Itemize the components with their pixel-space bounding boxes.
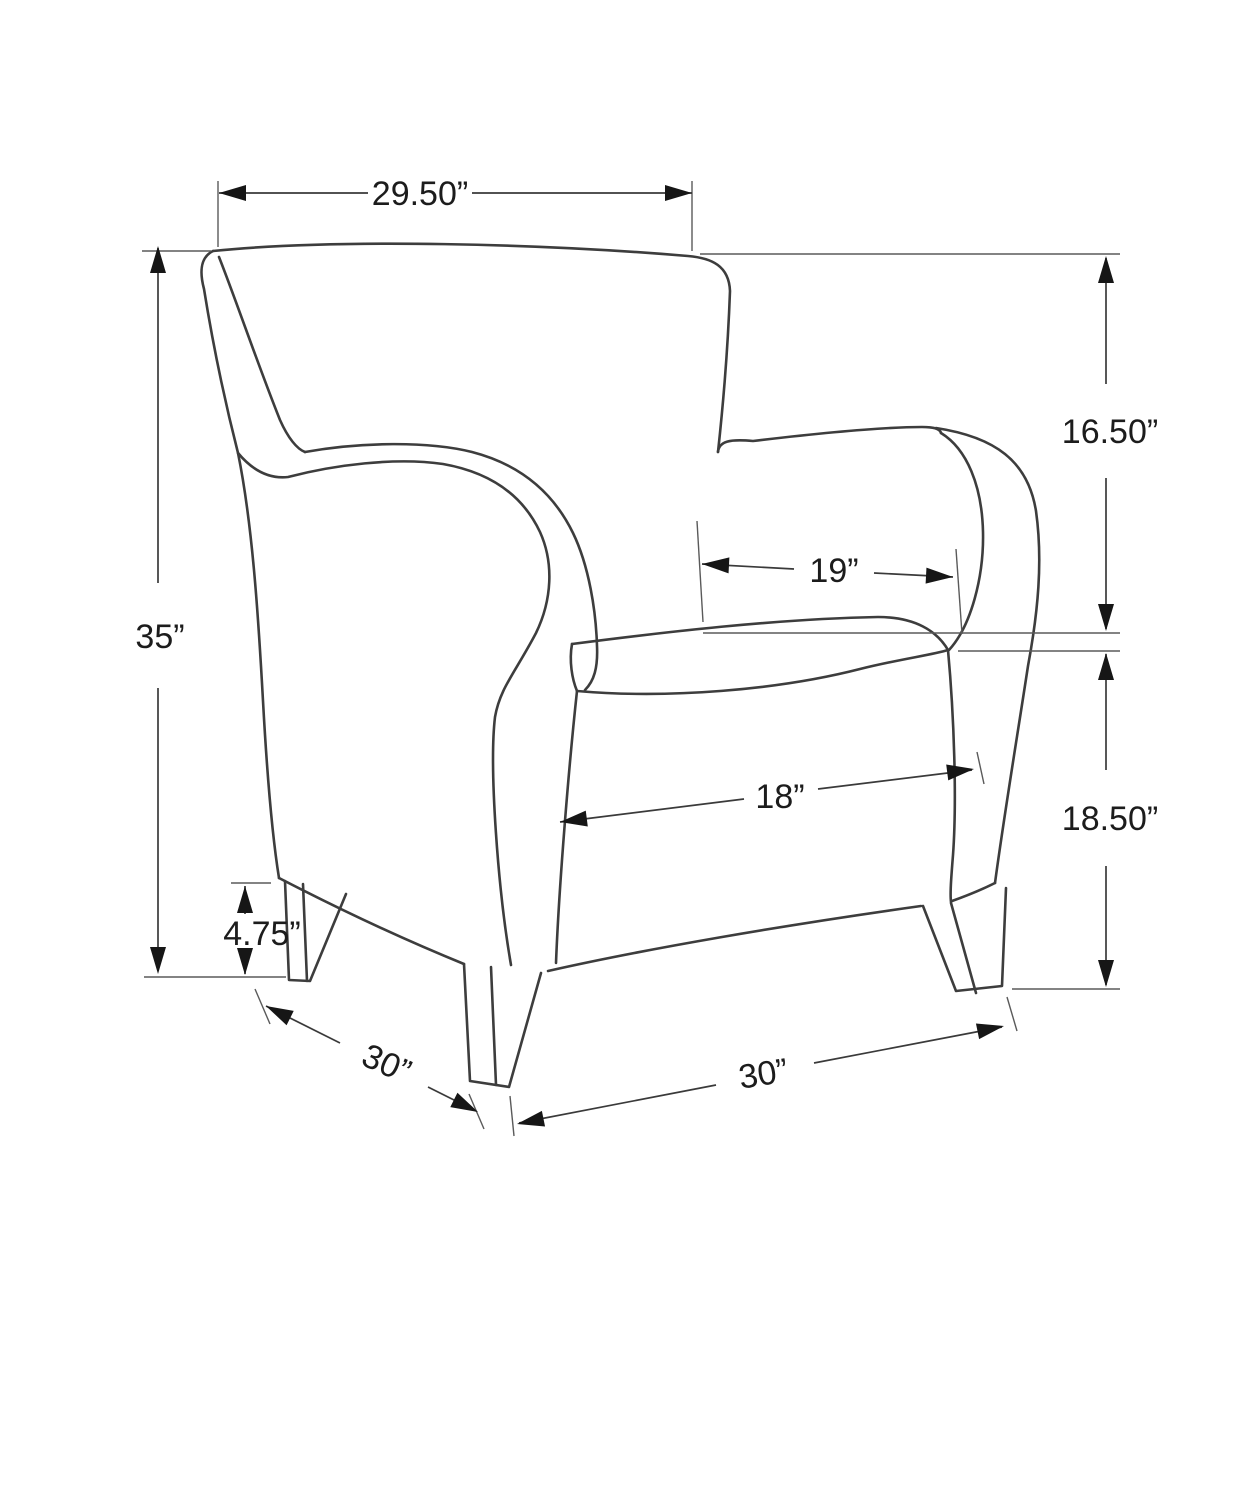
- arrow-right-icon: [665, 185, 692, 201]
- seat-front-edge: [577, 650, 948, 694]
- arrow-down-icon: [1098, 604, 1114, 631]
- arrow-down-icon: [150, 947, 166, 974]
- extension-tick: [697, 521, 703, 622]
- dimension-line: [519, 1085, 716, 1123]
- dimension-line: [814, 1027, 1002, 1063]
- extension-tick: [510, 1096, 514, 1136]
- dimension-label-overall-width: 29.50”: [371, 175, 469, 213]
- chair-back-top-edge: [213, 244, 730, 452]
- seat-left-end: [571, 644, 577, 691]
- arrow-down-icon: [1098, 960, 1114, 987]
- front-leg: [464, 964, 541, 1087]
- dimension-depth-side: [255, 989, 484, 1129]
- arrow-up-icon: [237, 886, 253, 913]
- right-leg: [923, 888, 1006, 991]
- chair-left-arm-top: [305, 444, 597, 690]
- back-left-leg-crease: [303, 884, 307, 981]
- dimension-label-overall-height: 35”: [135, 618, 185, 656]
- dimension-label-seat-depth: 18”: [755, 778, 805, 816]
- chair-line-art: [201, 244, 1039, 1087]
- extension-tick: [956, 549, 962, 634]
- chair-bottom-right-rail: [952, 883, 995, 901]
- dimension-interior-width: [697, 521, 962, 634]
- front-leg-crease: [491, 967, 496, 1085]
- arrow-up-icon: [150, 246, 166, 273]
- chair-left-silhouette: [201, 251, 279, 878]
- dimension-label-interior-width: 19”: [809, 552, 859, 590]
- arrow-right-icon: [926, 568, 954, 585]
- arrow-left-icon: [262, 999, 293, 1025]
- chair-bottom-front-rail: [548, 906, 921, 971]
- chair-front-left-seam: [556, 691, 577, 963]
- dimension-seat-height: [958, 651, 1158, 989]
- chair-right-arm-top: [718, 427, 941, 452]
- dimension-label-seat-height: 18.50”: [1061, 800, 1159, 838]
- right-leg-crease: [951, 903, 976, 993]
- arrow-left-icon: [702, 556, 730, 573]
- dimension-line: [560, 799, 744, 822]
- dimension-overall-width: [218, 175, 692, 251]
- chair-left-wing-edge: [219, 257, 305, 452]
- dimension-label-back-height: 16.50”: [1061, 413, 1159, 451]
- extension-tick: [977, 752, 984, 784]
- arrow-left-icon: [219, 185, 246, 201]
- dimension-overall-height: [135, 246, 286, 977]
- arrow-up-icon: [1098, 653, 1114, 680]
- arrow-left-icon: [515, 1111, 545, 1132]
- arrow-right-icon: [976, 1018, 1006, 1039]
- dimension-seat-depth: [559, 752, 984, 830]
- dimension-width-front: [510, 997, 1017, 1136]
- chair-right-arm-front: [941, 433, 983, 650]
- dimension-label-leg-height: 4.75”: [223, 915, 301, 953]
- dimension-label-depth-side: 30”: [356, 1036, 417, 1092]
- arrow-up-icon: [1098, 256, 1114, 283]
- dimension-label-width-front: 30”: [736, 1051, 791, 1097]
- chair-right-silhouette: [936, 428, 1039, 883]
- arrow-right-icon: [450, 1093, 481, 1119]
- extension-tick: [1007, 997, 1017, 1031]
